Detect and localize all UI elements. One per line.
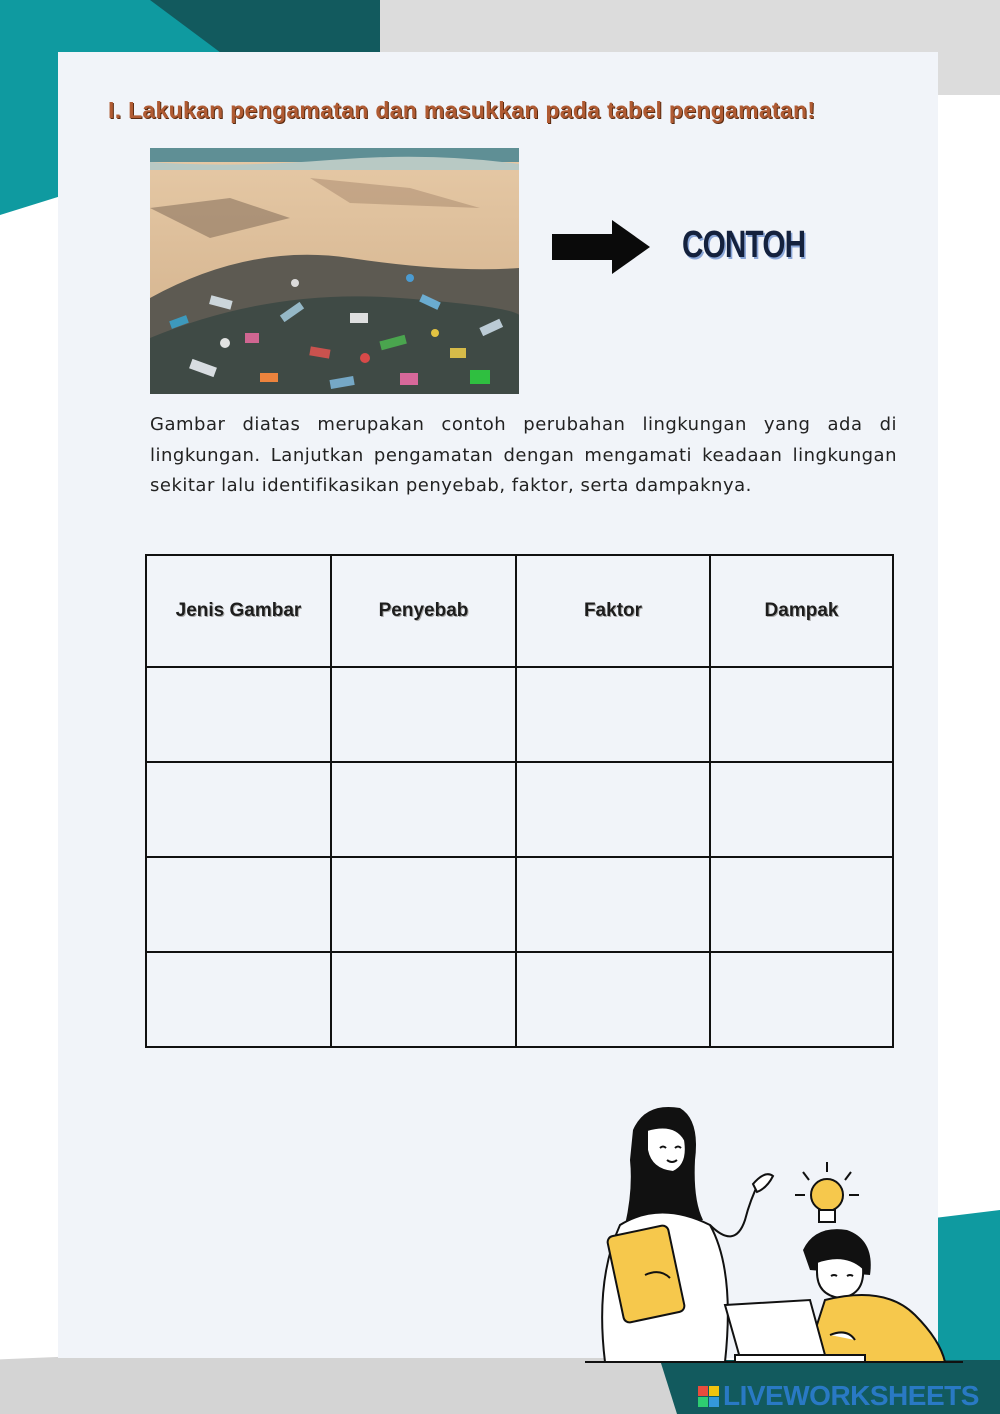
table-cell[interactable]	[710, 667, 893, 762]
table-cell[interactable]	[146, 952, 331, 1047]
column-header-jenis-gambar: Jenis Gambar	[146, 555, 331, 667]
table-cell[interactable]	[146, 762, 331, 857]
observation-table	[145, 554, 894, 1048]
column-header-penyebab: Penyebab	[331, 555, 516, 667]
liveworksheets-logo-icon	[698, 1386, 719, 1407]
table-cell[interactable]	[146, 857, 331, 952]
table-cell[interactable]	[710, 762, 893, 857]
table-cell[interactable]	[516, 762, 710, 857]
table-row	[146, 857, 893, 952]
worksheet-title: I. Lakukan pengamatan dan masukkan pada tabel pengamatan!	[108, 97, 816, 123]
teacher-student-illustration	[585, 1100, 965, 1369]
instruction-paragraph: Gambar diatas merupakan contoh perubahan lingkungan yang ada di lingkungan. Lanjutkan pengamatan dengan mengamati keadaan lingkungan sekitar lalu identifikasikan penyebab, faktor, serta dampaknya.	[150, 414, 897, 496]
table-cell[interactable]	[331, 762, 516, 857]
table-row	[146, 952, 893, 1047]
column-header-dampak: Dampak	[710, 555, 893, 667]
table-cell[interactable]	[710, 952, 893, 1047]
table-header-row	[146, 555, 893, 667]
example-label: CONTOH	[682, 224, 806, 266]
table-cell[interactable]	[516, 952, 710, 1047]
liveworksheets-brand-text: LIVEWORKSHEETS	[723, 1380, 979, 1411]
table-cell[interactable]	[516, 667, 710, 762]
table-cell[interactable]	[331, 667, 516, 762]
beach-trash-photo	[150, 148, 519, 394]
table-cell[interactable]	[331, 952, 516, 1047]
table-cell[interactable]	[710, 857, 893, 952]
column-header-faktor: Faktor	[516, 555, 710, 667]
table-cell[interactable]	[331, 857, 516, 952]
liveworksheets-logo	[698, 1380, 979, 1412]
table-cell[interactable]	[516, 857, 710, 952]
table-cell[interactable]	[146, 667, 331, 762]
table-row	[146, 667, 893, 762]
arrow-right-icon	[552, 220, 652, 278]
table-row	[146, 762, 893, 857]
